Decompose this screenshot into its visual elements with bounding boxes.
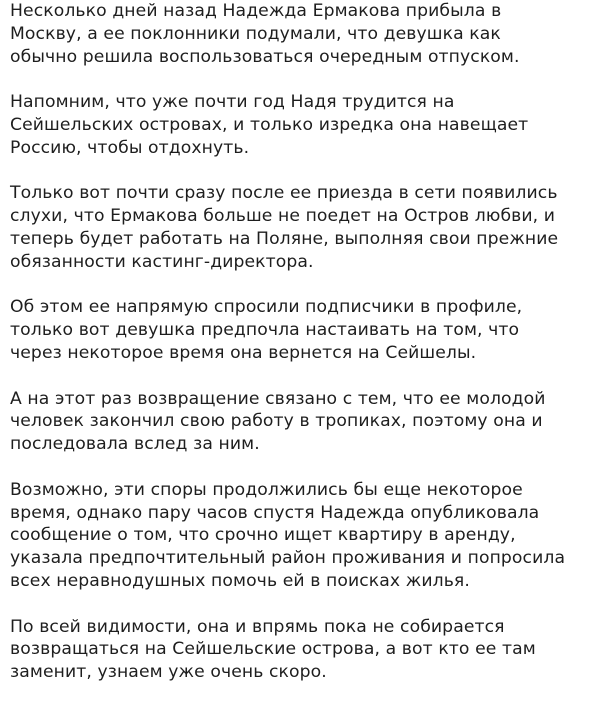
- text-line: Возможно, эти споры продолжились бы еще некоторое: [10, 479, 523, 500]
- text-line: человек закончил свою работу в тропиках, поэтому она и: [10, 411, 543, 432]
- paragraph-1: [10, 0, 595, 68]
- paragraph-6: [10, 479, 595, 593]
- paragraph-5: [10, 388, 595, 456]
- paragraph-2: [10, 91, 595, 159]
- text-line: сообщение о том, что срочно ищет квартиру в аренду,: [10, 525, 516, 546]
- text-line: обязанности кастинг-директора.: [10, 251, 314, 272]
- text-line: последовала вслед за ним.: [10, 434, 260, 455]
- text-line: Несколько дней назад Надежда Ермакова прибыла в: [10, 1, 502, 21]
- text-line: всех неравнодушных помочь ей в поисках жилья.: [10, 570, 470, 591]
- text-line: Только вот почти сразу после ее приезда в сети появились: [10, 183, 558, 204]
- text-line: Об этом ее напрямую спросили подписчики в профиле,: [10, 297, 523, 318]
- text-line: А на этот раз возвращение связано с тем, что ее молодой: [10, 388, 546, 409]
- text-line: Напомним, что уже почти год Надя трудится на: [10, 92, 455, 113]
- text-line: заменит, узнаем уже очень скоро.: [10, 662, 327, 683]
- text-line: Россию, чтобы отдохнуть.: [10, 137, 250, 158]
- text-line: обычно решила воспользоваться очередным отпуском.: [10, 46, 520, 67]
- text-line: возвращаться на Сейшельские острова, а вот кто ее там: [10, 639, 536, 660]
- text-line: Сейшельских островах, и только изредка она навещает: [10, 114, 529, 135]
- text-line: время, однако пару часов спустя Надежда опубликовала: [10, 502, 540, 523]
- paragraph-3: [10, 182, 595, 273]
- text-line: только вот девушка предпочла настаивать на том, что: [10, 320, 520, 341]
- paragraph-7: [10, 616, 595, 684]
- paragraph-4: [10, 296, 595, 364]
- text-line: указала предпочтительный район проживания и попросила: [10, 548, 566, 569]
- text-line: теперь будет работать на Поляне, выполняя свои прежние: [10, 228, 559, 249]
- text-line: По всей видимости, она и впрямь пока не собирается: [10, 616, 505, 637]
- text-line: Москву, а ее поклонники подумали, что девушка как: [10, 23, 501, 44]
- article-body: [10, 0, 595, 707]
- text-line: слухи, что Ермакова больше не поедет на Остров любви, и: [10, 206, 556, 227]
- text-line: через некоторое время она вернется на Сейшелы.: [10, 342, 477, 363]
